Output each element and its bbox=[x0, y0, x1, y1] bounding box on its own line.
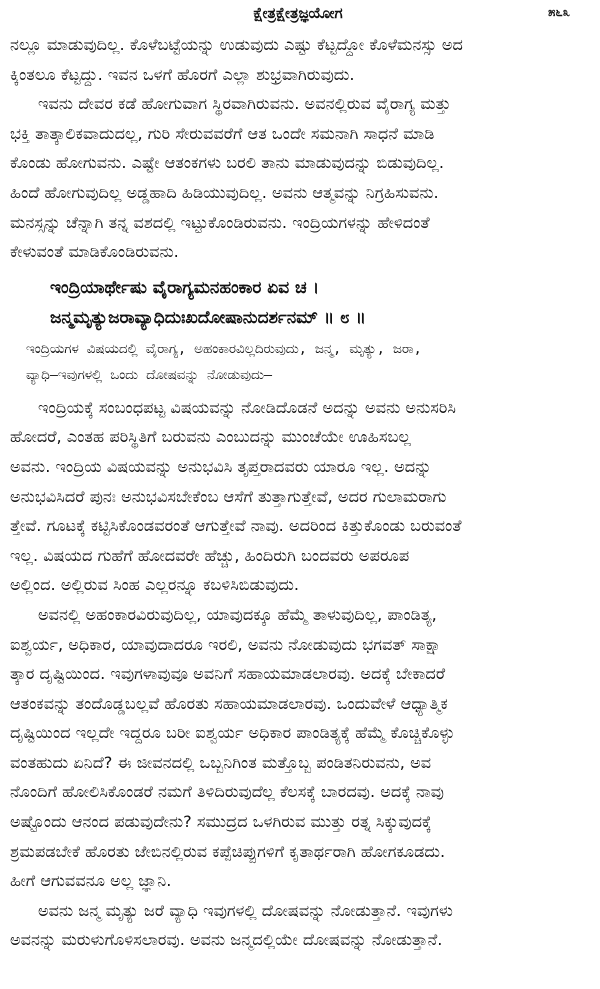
paragraph-3 bbox=[10, 393, 586, 600]
text-line: ಕೊಂಡು ಹೋಗುವನು. ಎಷ್ಟೇ ಆತಂಕಗಳು ಬರಲಿ ತಾನು ಮಾಡುವುದನ್ನು ಬಿಡುವುದಿಲ್ಲ. bbox=[10, 153, 445, 173]
paragraph-1 bbox=[10, 30, 586, 89]
text-line: ಅಲ್ಲಿಂದ. ಅಲ್ಲಿರುವ ಸಿಂಹ ಎಲ್ಲರನ್ನೂ ಕಬಳಿಸಿಬಿಡುವುದು. bbox=[10, 575, 300, 595]
page-header bbox=[10, 0, 586, 30]
text-line: ದೃಷ್ಟಿಯಿಂದ ಇಲ್ಲದೇ ಇದ್ದರೂ ಬರೀ ಐಶ್ವರ್ಯ ಅಧಿಕಾರ ಪಾಂಡಿತ್ಯಕ್ಕೆ ಹೆಮ್ಮೆ ಕೊಚ್ಚಿಕೊಳ್ಳು bbox=[10, 723, 455, 743]
meaning-line: ವ್ಯಾಧಿ—ಇವುಗಳಲ್ಲಿ ಒಂದು ದೋಷವನ್ನು ನೋಡುವುದು— bbox=[26, 367, 273, 383]
text-line: ಹೀಗೆ ಆಗುವವನೂ ಅಲ್ಲ ಜ್ಞಾನಿ. bbox=[10, 871, 172, 891]
text-line: ಇಲ್ಲ. ವಿಷಯದ ಗುಹೆಗೆ ಹೋದವರೇ ಹೆಚ್ಚು, ಹಿಂದಿರುಗಿ ಬಂದವರು ಅಪರೂಪ bbox=[10, 545, 410, 565]
text-line: ಶ್ರಮಪಡಬೇಕೆ ಹೊರತು ಜೇಬಿನಲ್ಲಿರುವ ಕಪ್ಪೆಚಿಪ್ಪುಗಳಿಗೆ ಕೃತಾರ್ಥರಾಗಿ ಹೋಗಕೂಡದು. bbox=[10, 841, 446, 861]
page-number: ೫೬೩ bbox=[548, 5, 570, 20]
text-line: ಅವನಲ್ಲಿ ಅಹಂಕಾರವಿರುವುದಿಲ್ಲ, ಯಾವುದಕ್ಕೂ ಹೆಮ್ಮೆ ತಾಳುವುದಿಲ್ಲ, ಪಾಂಡಿತ್ಯ, bbox=[38, 604, 437, 624]
text-line: ಅವನನ್ನು ಮರುಳುಗೊಳಿಸಲಾರವು. ಅವನು ಜನ್ಮದಲ್ಲಿಯೇ ದೋಷವನ್ನು ನೋಡುತ್ತಾನೆ. bbox=[10, 930, 443, 950]
text-line: ಇವನು ದೇವರ ಕಡೆ ಹೋಗುವಾಗ ಸ್ಥಿರವಾಗಿರುವನು. ಅವನಲ್ಲಿರುವ ವೈರಾಗ್ಯ ಮತ್ತು bbox=[38, 94, 451, 114]
text-line: ಅಷ್ಟೊಂದು ಆನಂದ ಪಡುವುದೇನು? ಸಮುದ್ರದ ಒಳಗಿರುವ ಮುತ್ತು ರತ್ನ ಸಿಕ್ಕುವುದಕ್ಕೆ bbox=[10, 812, 432, 832]
text-line: ಅವನು. ಇಂದ್ರಿಯ ವಿಷಯವನ್ನು ಅನುಭವಿಸಿ ತೃಪ್ತರಾದವರು ಯಾರೂ ಇಲ್ಲ. ಅದನ್ನು bbox=[10, 456, 432, 476]
verse-line: ಇಂದ್ರಿಯಾರ್ಥೇಷು ವೈರಾಗ್ಯಮನಹಂಕಾರ ಏವ ಚ । bbox=[50, 277, 320, 298]
text-line: ತ್ತೇವೆ. ಗೂಟಕ್ಕೆ ಕಟ್ಟಿಸಿಕೊಂಡವರಂತೆ ಆಗುತ್ತೇವೆ ನಾವು. ಅದರಿಂದ ಕಿತ್ತುಕೊಂಡು ಬರುವಂತೆ bbox=[10, 516, 462, 536]
text-line: ಭಕ್ತಿ ತಾತ್ಕಾಲಿಕವಾದುದಲ್ಲ, ಗುರಿ ಸೇರುವವರೆಗೆ ಆತ ಒಂದೇ ಸಮನಾಗಿ ಸಾಧನೆ ಮಾಡಿ bbox=[10, 123, 435, 143]
running-title: ಕ್ಷೇತ್ರಕ್ಷೇತ್ರಜ್ಞಯೋಗ bbox=[253, 4, 343, 22]
text-line: ಹಿಂದೆ ಹೋಗುವುದಿಲ್ಲ ಅಡ್ಡಹಾದಿ ಹಿಡಿಯುವುದಿಲ್ಲ. ಅವನು ಆತ್ಮವನ್ನು ನಿಗ್ರಹಿಸುವನು. bbox=[10, 182, 439, 202]
sanskrit-verse bbox=[10, 273, 586, 333]
text-line: ಕ್ಕಿಂತಲೂ ಕೆಟ್ಟದ್ದು. ಇವನ ಒಳಗೆ ಹೊರಗೆ ಎಲ್ಲಾ ಶುಭ್ರವಾಗಿರುವುದು. bbox=[10, 64, 355, 84]
text-line: ಕೇಳುವಂತೆ ಮಾಡಿಕೊಂಡಿರುವನು. bbox=[10, 242, 179, 262]
text-line: ಇಂದ್ರಿಯಕ್ಕೆ ಸಂಬಂಧಪಟ್ಟ ವಿಷಯವನ್ನು ನೋಡಿದೊಡನೆ ಅದನ್ನು ಅವನು ಅನುಸರಿಸಿ bbox=[38, 397, 456, 417]
meaning-line: ಇಂದ್ರಿಯಗಳ ವಿಷಯದಲ್ಲಿ ವೈರಾಗ್ಯ, ಅಹಂಕಾರವಿಲ್ಲದಿರುವುದು, ಜನ್ಮ, ಮೃತ್ಯು, ಜರಾ, bbox=[26, 341, 422, 357]
verse-meaning bbox=[26, 337, 586, 389]
verse-line: ಜನ್ಮಮೃತ್ಯುಜರಾವ್ಯಾಧಿದುಃಖದೋಷಾನುದರ್ಶನಮ್ ॥ ೮ ॥ bbox=[50, 307, 366, 328]
text-line: ಹೋದರೆ, ಎಂತಹ ಪರಿಸ್ಥಿತಿಗೆ ಬರುವನು ಎಂಬುದನ್ನು ಮುಂಚೆಯೇ ಊಹಿಸಬಲ್ಲ bbox=[10, 427, 411, 447]
text-line: ಅನುಭವಿಸಿದರೆ ಪುನಃ ಅನುಭವಿಸಬೇಕೆಂಬ ಆಸೆಗೆ ತುತ್ತಾಗುತ್ತೇವೆ, ಅದರ ಗುಲಾಮರಾಗು bbox=[10, 486, 447, 506]
text-line: ಅವನು ಜನ್ಮ ಮೃತ್ಯು ಜರೆ ವ್ಯಾಧಿ ಇವುಗಳಲ್ಲಿ ದೋಷವನ್ನು ನೋಡುತ್ತಾನೆ. ಇವುಗಳು bbox=[38, 900, 453, 920]
text-line: ವಂತಹುದು ಏನಿದೆ? ಈ ಜೀವನದಲ್ಲಿ ಒಬ್ಬನಿಗಿಂತ ಮತ್ತೊಬ್ಬ ಪಂಡಿತನಿರುವನು, ಅವ bbox=[10, 752, 432, 772]
text-line: ಆತಂಕವನ್ನು ತಂದೊಡ್ಡಬಲ್ಲವೆ ಹೊರತು ಸಹಾಯಮಾಡಲಾರವು. ಒಂದುವೇಳೆ ಆಧ್ಯಾತ್ಮಿಕ bbox=[10, 693, 448, 713]
paragraph-5 bbox=[10, 896, 586, 955]
text-line: ಮನಸ್ಸನ್ನು ಚೆನ್ನಾಗಿ ತನ್ನ ವಶದಲ್ಲಿ ಇಟ್ಟುಕೊಂಡಿರುವನು. ಇಂದ್ರಿಯಗಳನ್ನು ಹೇಳಿದಂತೆ bbox=[10, 212, 430, 232]
text-line: ನೊಂದಿಗೆ ಹೋಲಿಸಿಕೊಂಡರೆ ನಮಗೆ ತಿಳಿದಿರುವುದೆಲ್ಲ ಕೆಲಸಕ್ಕೆ ಬಾರದವು. ಅದಕ್ಕೆ ನಾವು bbox=[10, 782, 444, 802]
text-line: ತ್ಕಾರ ದೃಷ್ಟಿಯಿಂದ. ಇವುಗಳಾವುವೂ ಅವನಿಗೆ ಸಹಾಯಮಾಡಲಾರವು. ಅದಕ್ಕೆ ಬೇಕಾದರೆ bbox=[10, 664, 446, 684]
paragraph-2 bbox=[10, 89, 586, 267]
text-line: ಐಶ್ವರ್ಯ, ಅಧಿಕಾರ, ಯಾವುದಾದರೂ ಇರಲಿ, ಅವನು ನೋಡುವುದು ಭಗವತ್ ಸಾಕ್ಷಾ bbox=[10, 634, 442, 654]
text-line: ನಲ್ಲೂ ಮಾಡುವುದಿಲ್ಲ. ಕೊಳೆಬಟ್ಟೆಯನ್ನು ಉಡುವುದು ಎಷ್ಟು ಕೆಟ್ಟದ್ದೋ ಕೊಳೆಮನಸ್ಸು ಅದ bbox=[10, 35, 463, 54]
paragraph-4 bbox=[10, 600, 586, 896]
